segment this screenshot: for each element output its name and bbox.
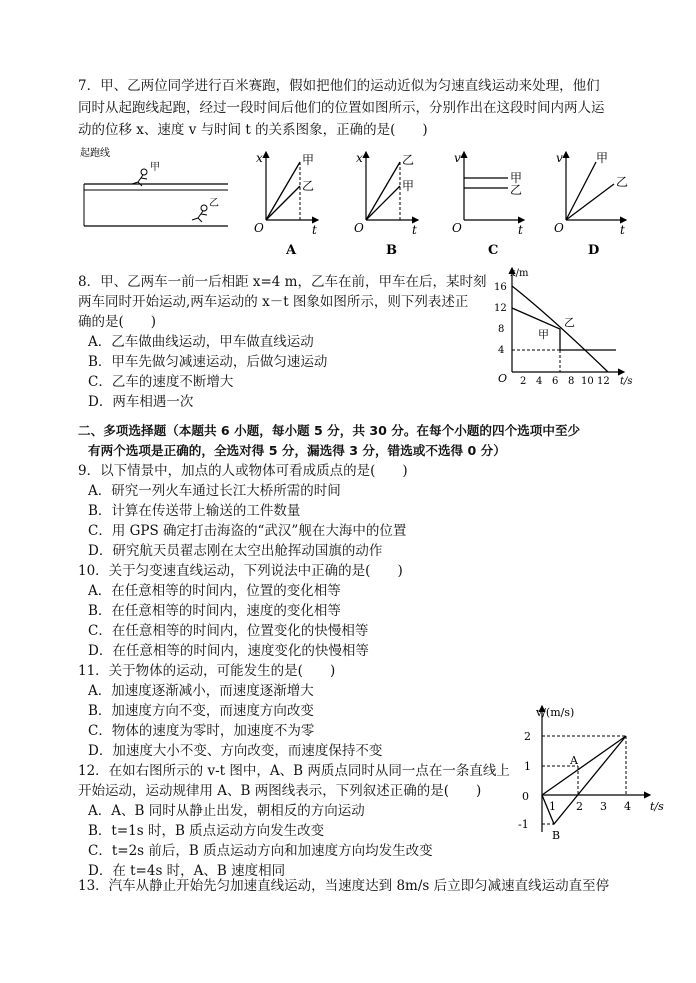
q8-option-a: A．乙车做曲线运动，甲车做直线运动	[88, 334, 314, 350]
q8-label-jia: 甲	[538, 328, 549, 341]
q12-line1: 12．在如右图所示的 v-t 图中，A、B 两质点同时从同一点在一条直线上	[78, 763, 510, 779]
q11-option-c: C．物体的速度为零时，加速度不为零	[88, 723, 315, 739]
q8-ytick: 16	[494, 282, 507, 293]
q8-ytick: 8	[498, 324, 505, 335]
q12-option-b: B．t=1s 时，B 质点运动方向发生改变	[88, 823, 325, 839]
graph-b-y-label: x	[356, 151, 363, 165]
q8-y-label: x/m	[510, 268, 529, 279]
q10-option-b: B．在任意相等的时间内，速度的变化相等	[88, 603, 341, 619]
graph-d-origin: O	[554, 221, 564, 235]
q12-xtick: 3	[600, 800, 607, 813]
q8-option-d: D．两车相遇一次	[88, 394, 194, 410]
q7-graph-b	[352, 150, 422, 260]
q8-xtick: 12	[597, 376, 610, 387]
q9-option-c: C．用 GPS 确定打击海盗的“武汉”舰在大海中的位置	[88, 523, 407, 539]
q8-xt-graph	[490, 264, 640, 388]
q11-stem: 11．关于物体的运动，可能发生的是( )	[78, 663, 336, 679]
graph-c-line-jia: 甲	[510, 171, 523, 185]
q11-option-a: A．加速度逐渐减小，而速度逐渐增大	[88, 683, 314, 699]
q12-option-d: D．在 t=4s 时，A、B 速度相同	[88, 863, 286, 879]
graph-b-x-label: t	[412, 223, 417, 237]
q12-origin: 0	[522, 790, 529, 803]
q10-stem: 10．关于匀变速直线运动，下列说法中正确的是( )	[78, 563, 403, 579]
q8-xtick: 4	[536, 376, 543, 387]
graph-a-y-label: x	[256, 151, 263, 165]
q7-graph-a	[252, 150, 322, 260]
graph-c-label: C	[488, 243, 499, 258]
graph-c-line-yi: 乙	[510, 183, 523, 197]
q8-xtick: 6	[552, 376, 559, 387]
q12-ytick: 2	[524, 730, 531, 743]
graph-b-origin: O	[354, 221, 364, 235]
q8-option-c: C．乙车的速度不断增大	[88, 374, 234, 390]
q8-line3: 确的是( )	[78, 314, 157, 330]
q12-xtick: 1	[549, 800, 556, 813]
q10-option-d: D．在任意相等的时间内，速度变化的快慢相等	[88, 643, 369, 659]
q12-xtick: 2	[576, 800, 583, 813]
graph-b-line-yi: 乙	[402, 153, 415, 167]
graph-a-label: A	[286, 243, 297, 258]
q12-y-label: v/(m/s)	[536, 706, 575, 719]
q11-option-d: D．加速度大小不变、方向改变，而速度保持不变	[88, 743, 383, 759]
q8-label-yi: 乙	[564, 316, 575, 329]
q8-line2: 两车同时开始运动,两车运动的 x－t 图象如图所示，则下列表述正	[78, 294, 469, 310]
q10-option-a: A．在任意相等的时间内，位置的变化相等	[88, 583, 341, 599]
q8-x-label: t/s	[620, 376, 633, 387]
graph-c-x-label: t	[518, 223, 523, 237]
scene-yi: 乙	[209, 198, 219, 209]
q7-graph-d	[552, 150, 632, 260]
q12-xtick: 4	[624, 800, 631, 813]
section2-heading-line1: 二、多项选择题（本题共 6 小题，每小题 5 分，共 30 分。在每个小题的四个选项中至少	[78, 423, 581, 438]
graph-a-origin: O	[254, 221, 264, 235]
q12-ytick: 1	[524, 760, 531, 773]
graph-a-x-label: t	[312, 223, 317, 237]
q12-line2: 开始运动，运动规律用 A、B 两图线表示，下列叙述正确的是( )	[78, 783, 482, 799]
q9-option-a: A．研究一列火车通过长江大桥所需的时间	[88, 483, 341, 499]
graph-b-line-jia: 甲	[402, 179, 415, 193]
q8-line1: 8．甲、乙两车一前一后相距 x=4 m，乙车在前，甲车在后，某时刻	[78, 274, 487, 290]
q12-label-a: A	[570, 754, 578, 767]
q7-line3: 动的位移 x、速度 v 与时间 t 的关系图象，正确的是( )	[78, 122, 428, 138]
q8-ytick: 4	[498, 345, 505, 356]
q8-origin: O	[498, 372, 508, 385]
q8-ytick: 12	[494, 303, 507, 314]
q10-option-c: C．在任意相等的时间内，位置变化的快慢相等	[88, 623, 369, 639]
q7-graph-c	[450, 150, 530, 260]
scene-start-label: 起跑线	[80, 148, 110, 159]
q7-line2: 同时从起跑线起跑，经过一段时间后他们的位置如图所示，分别作出在这段时间内两人运	[78, 100, 605, 116]
runner-yi-icon	[192, 205, 207, 222]
q11-option-b: B．加速度方向不变，而速度方向改变	[88, 703, 314, 719]
q12-option-a: A．A、B 同时从静止出发，朝相反的方向运动	[88, 803, 365, 819]
graph-d-line-jia: 甲	[596, 151, 609, 165]
q12-vt-graph	[512, 702, 682, 842]
q12-label-b: B	[552, 829, 561, 842]
scene-jia: 甲	[150, 162, 160, 173]
q8-xtick: 8	[568, 376, 575, 387]
section2-heading-line2: 有两个选项是正确的，全选对得 5 分，漏选得 3 分，错选或不选得 0 分）	[88, 443, 506, 458]
q9-option-d: D．研究航天员翟志刚在太空出舱挥动国旗的动作	[88, 543, 383, 559]
q8-xtick: 10	[581, 376, 594, 387]
graph-a-line-yi: 乙	[302, 179, 315, 193]
graph-d-y-label: v	[556, 151, 563, 165]
q7-line1: 7．甲、乙两位同学进行百米赛跑，假如把他们的运动近似为匀速直线运动来处理，他们	[78, 78, 600, 94]
graph-b-label: B	[386, 243, 397, 258]
graph-a-line-jia: 甲	[302, 153, 315, 167]
q8-xtick: 2	[520, 376, 527, 387]
q9-stem: 9．以下情景中，加点的人或物体可看成质点的是( )	[78, 463, 408, 479]
q12-option-c: C．t=2s 前后，B 质点运动方向和加速度方向均发生改变	[88, 843, 433, 859]
q7-race-scene	[80, 142, 230, 232]
q12-ytick: -1	[518, 818, 529, 831]
graph-c-y-label: v	[454, 151, 461, 165]
graph-c-origin: O	[452, 221, 462, 235]
graph-d-label: D	[588, 243, 600, 258]
q9-option-b: B．计算在传送带上输送的工件数量	[88, 503, 301, 519]
q8-line-jia	[512, 308, 616, 350]
q12-x-label: t/s	[650, 800, 664, 813]
graph-d-line-yi: 乙	[616, 175, 629, 189]
q13-line1: 13．汽车从静止开始先匀加速直线运动，当速度达到 8m/s 后立即匀减速直线运动直至停	[78, 878, 610, 894]
graph-d-x-label: t	[620, 223, 625, 237]
q8-option-b: B．甲车先做匀减速运动，后做匀速运动	[88, 354, 328, 370]
